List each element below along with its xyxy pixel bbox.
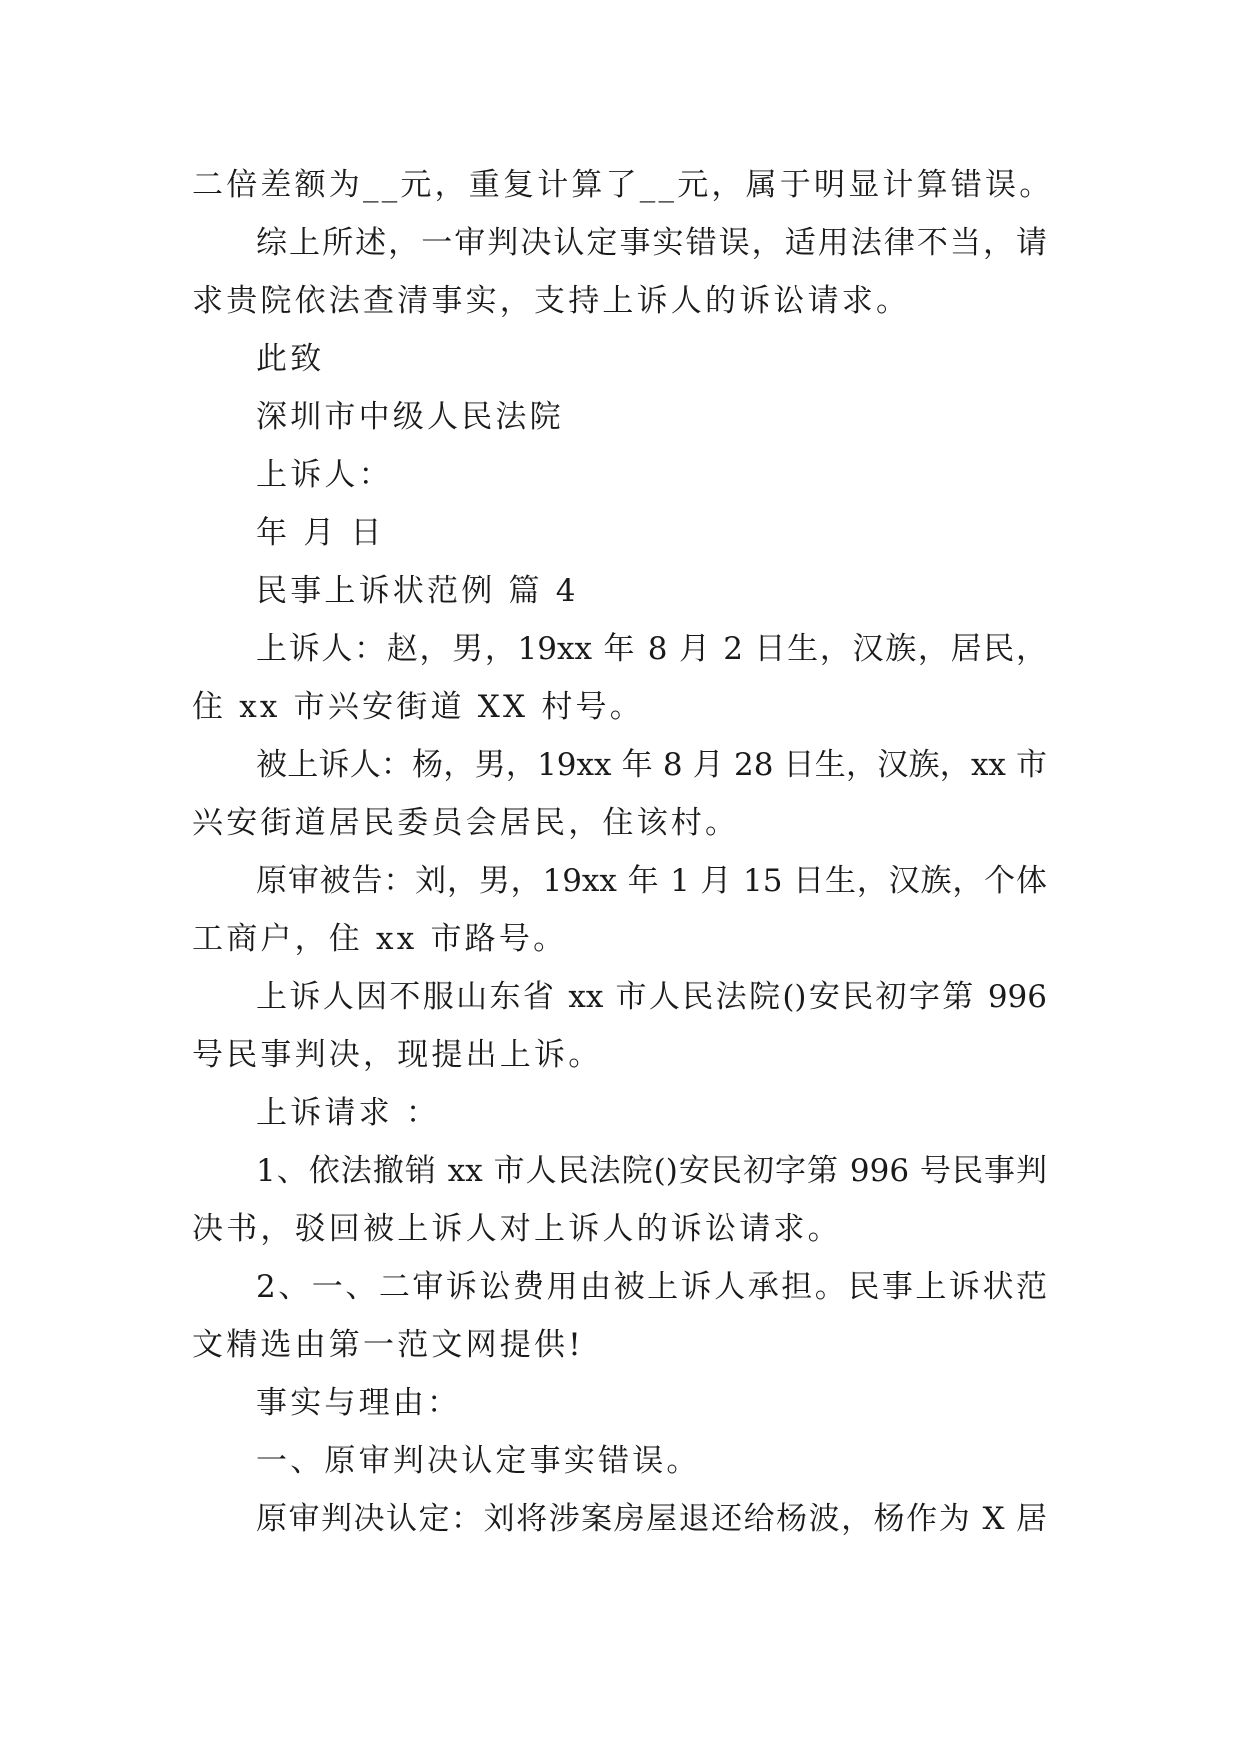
text-line: 原审被告：刘，男，19xx 年 1 月 15 日生，汉族，个体 xyxy=(256,863,1047,899)
text-line: 兴安街道居民委员会居民，住该村。 xyxy=(192,805,740,841)
text-line: 被上诉人：杨，男，19xx 年 8 月 28 日生，汉族，xx 市 xyxy=(256,747,1047,783)
text-line: 决书，驳回被上诉人对上诉人的诉讼请求。 xyxy=(192,1211,842,1247)
text-line: 原审判决认定：刘将涉案房屋退还给杨波，杨作为 X 居 xyxy=(256,1501,1047,1537)
text-line: 住 xx 市兴安街道 XX 村号。 xyxy=(192,689,644,725)
text-line: 事实与理由： xyxy=(256,1385,462,1421)
text-line: 上诉人因不服山东省 xx 市人民法院()安民初字第 996 xyxy=(256,979,1047,1015)
text-line: 此致 xyxy=(256,341,325,377)
text-line: 深圳市中级人民法院 xyxy=(256,399,564,435)
text-line: 号民事判决，现提出上诉。 xyxy=(192,1037,603,1073)
text-line: 综上所述，一审判决认定事实错误，适用法律不当，请 xyxy=(256,225,1047,261)
text-line: 求贵院依法查清事实，支持上诉人的诉讼请求。 xyxy=(192,283,911,319)
text-line: 2、一、二审诉讼费用由被上诉人承担。民事上诉状范 xyxy=(256,1269,1047,1305)
text-line: 二倍差额为__元，重复计算了__元，属于明显计算错误。 xyxy=(192,167,1054,203)
text-line: 一、原审判决认定事实错误。 xyxy=(256,1443,701,1479)
text-line: 年 月 日 xyxy=(256,515,385,551)
text-line: 上诉请求 ： xyxy=(256,1095,441,1131)
section-heading: 民事上诉状范例 篇 4 xyxy=(256,573,579,609)
document-body xyxy=(192,156,1054,1548)
text-line: 上诉人：赵，男，19xx 年 8 月 2 日生，汉族，居民， xyxy=(256,631,1047,667)
text-line: 文精选由第一范文网提供! xyxy=(192,1327,584,1363)
text-line: 1、依法撤销 xx 市人民法院()安民初字第 996 号民事判 xyxy=(256,1153,1047,1189)
text-line: 工商户，住 xx 市路号。 xyxy=(192,921,568,957)
text-line: 上诉人： xyxy=(256,457,393,493)
